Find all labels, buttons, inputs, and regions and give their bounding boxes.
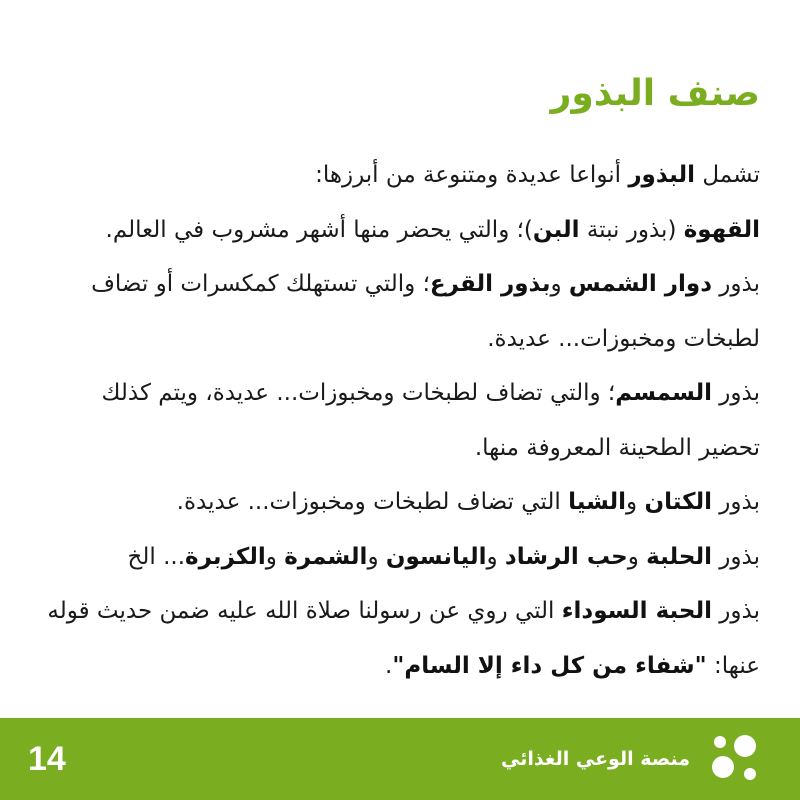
bold-term: القهوة [683,216,760,243]
paragraph-black-seed [40,584,760,693]
paragraph-flax-chia [40,475,760,530]
dots-logo-icon [704,729,764,789]
brand [501,718,764,800]
text-segment: . [385,652,393,679]
text-segment: بذور [712,489,760,515]
text-segment: بذور [712,543,760,570]
bold-term: الكزبرة [185,543,266,570]
text-segment: تشمل [695,162,760,188]
text-segment: )؛ والتي يحضر منها أشهر مشروب في العالم. [105,216,533,243]
text-segment: (بذور نبتة [579,216,684,243]
bold-term: الحلبة [646,543,712,570]
bold-quote: "شفاء من كل داء إلا السام" [392,652,707,679]
text-segment: التي تضاف لطبخات ومخبوزات... عديدة. [176,489,569,515]
text-segment: و [550,271,569,297]
bold-term: بذور القرع [429,271,551,297]
bold-term: البذور [628,162,696,188]
text-segment: التي روي عن رسولنا صلاة الله عليه ضمن حديث قوله عنها: [47,598,760,679]
bold-term: حب الرشاد [504,543,628,570]
paragraph-sesame [40,366,760,475]
bold-term: البن [532,216,580,243]
bold-term: الشمرة [284,543,368,570]
text-segment: بذور [712,598,760,624]
paragraph-coffee [40,203,760,258]
paragraph-herb-seeds [40,530,760,585]
text-segment: و [367,543,386,570]
bold-term: دوار الشمس [568,271,712,297]
text-segment: بذور [712,380,760,406]
bold-term: الشيا [568,489,627,515]
text-segment: ... الخ [127,543,186,570]
brand-name: منصة الوعي الغذائي [501,748,690,770]
footer-bar [0,718,800,800]
text-segment: و [265,543,285,570]
bold-term: اليانسون [385,543,487,570]
page-title: صنف البذور [550,73,760,114]
paragraph-sunflower-pumpkin [40,257,760,366]
text-segment: و [627,543,647,570]
bold-term: الكتان [644,489,712,515]
bold-term: السمسم [615,380,712,406]
text-segment: و [626,489,645,515]
paragraph-intro [40,148,760,203]
text-segment: ؛ والتي تضاف لطبخات ومخبوزات... عديدة، ويتم كذلك تحضير الطحينة المعروفة منها. [101,380,760,461]
text-segment: ؛ والتي تستهلك كمكسرات أو تضاف لطبخات ومخبوزات... عديدة. [91,271,760,352]
bold-term: الحبة السوداء [561,598,712,624]
text-segment: بذور [712,271,760,297]
page-number: 14 [28,740,66,778]
article-body [40,148,760,693]
text-segment: و [486,543,505,570]
text-segment: أنواعا عديدة ومتنوعة من أبرزها: [315,162,629,188]
